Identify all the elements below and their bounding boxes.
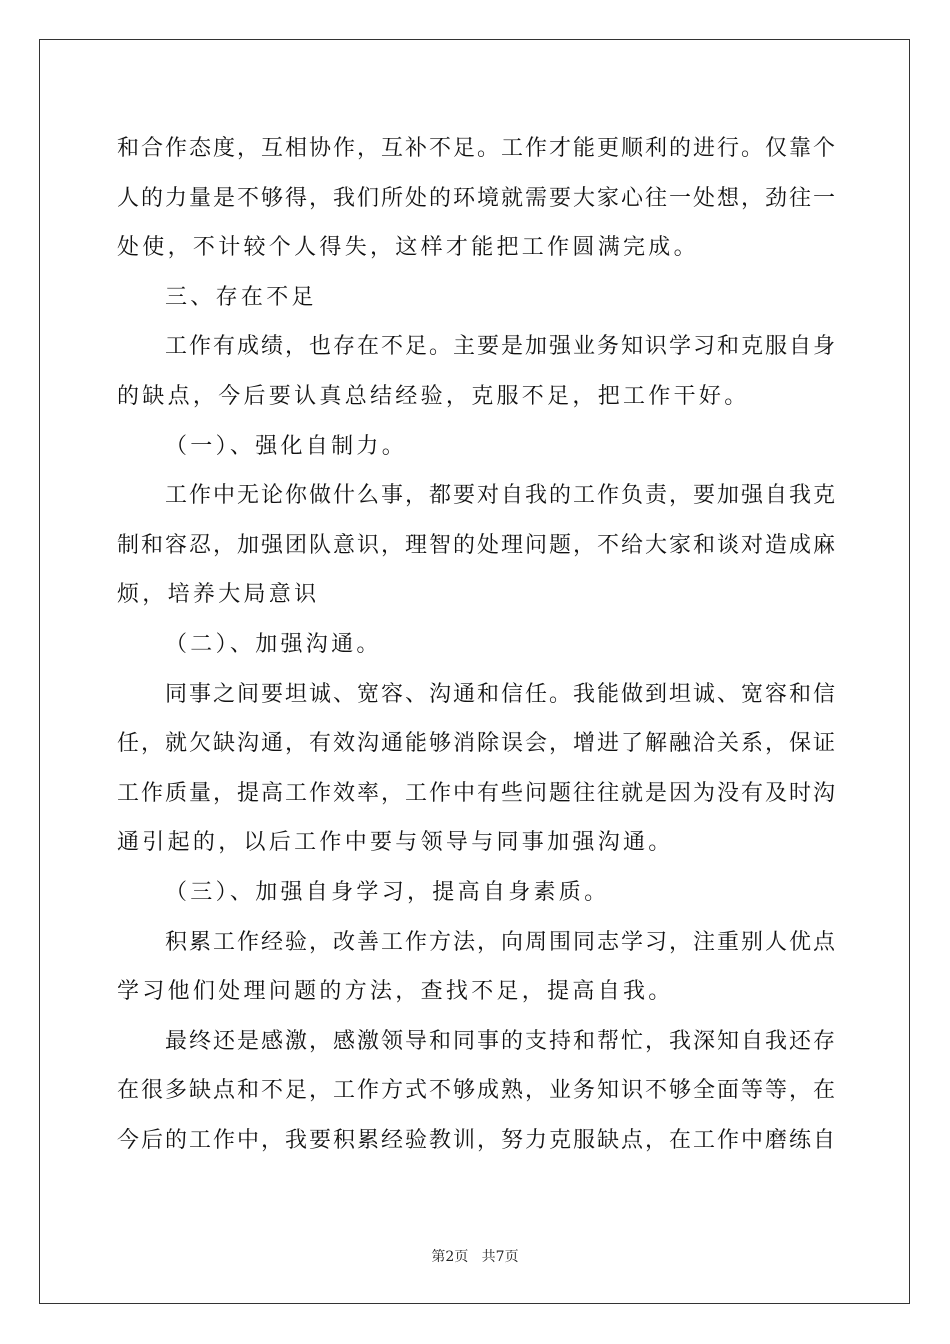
paragraph-line: 人的力量是不够得，我们所处的环境就需要大家心往一处想，劲往一 (117, 185, 835, 211)
subsection-heading: （二）、加强沟通。 (165, 631, 382, 657)
subsection-heading: （三）、加强自身学习，提高自身素质。 (165, 879, 610, 905)
paragraph-line: 通引起的，以后工作中要与领导与同事加强沟通。 (117, 830, 674, 856)
paragraph-line: 最终还是感激，感激领导和同事的支持和帮忙，我深知自我还存 (165, 1028, 835, 1054)
paragraph-line: 制和容忍，加强团队意识，理智的处理问题，不给大家和谈对造成麻 (117, 532, 835, 558)
paragraph-line: 学习他们处理问题的方法，查找不足，提高自我。 (117, 979, 674, 1005)
paragraph-line: 任，就欠缺沟通，有效沟通能够消除误会，增进了解融洽关系，保证 (117, 731, 835, 757)
paragraph-line: 工作有成绩，也存在不足。主要是加强业务知识学习和克服自身 (165, 334, 835, 360)
paragraph-line: 积累工作经验，改善工作方法，向周围同志学习，注重别人优点 (165, 929, 835, 955)
paragraph-line: 工作中无论你做什么事，都要对自我的工作负责，要加强自我克 (165, 483, 835, 509)
document-body (117, 124, 835, 1165)
paragraph-line: 和合作态度，互相协作，互补不足。工作才能更顺利的进行。仅靠个 (117, 136, 835, 161)
paragraph-line: 今后的工作中，我要积累经验教训，努力克服缺点，在工作中磨练自 (117, 1127, 835, 1153)
page-footer: 第2页 共7页 (431, 1249, 519, 1265)
paragraph-line: 烦，培养大局意识 (117, 582, 320, 608)
paragraph-line: 处使，不计较个人得失，这样才能把工作圆满完成。 (117, 235, 699, 261)
paragraph-line: 同事之间要坦诚、宽容、沟通和信任。我能做到坦诚、宽容和信 (165, 681, 835, 707)
subsection-heading: （一）、强化自制力。 (165, 433, 408, 459)
paragraph-line: 的缺点，今后要认真总结经验，克服不足，把工作干好。 (117, 383, 750, 409)
paragraph-line: 在很多缺点和不足，工作方式不够成熟，业务知识不够全面等等，在 (117, 1078, 835, 1104)
section-heading: 三、存在不足 (165, 284, 317, 310)
paragraph-line: 工作质量，提高工作效率，工作中有些问题往往就是因为没有及时沟 (117, 780, 835, 806)
